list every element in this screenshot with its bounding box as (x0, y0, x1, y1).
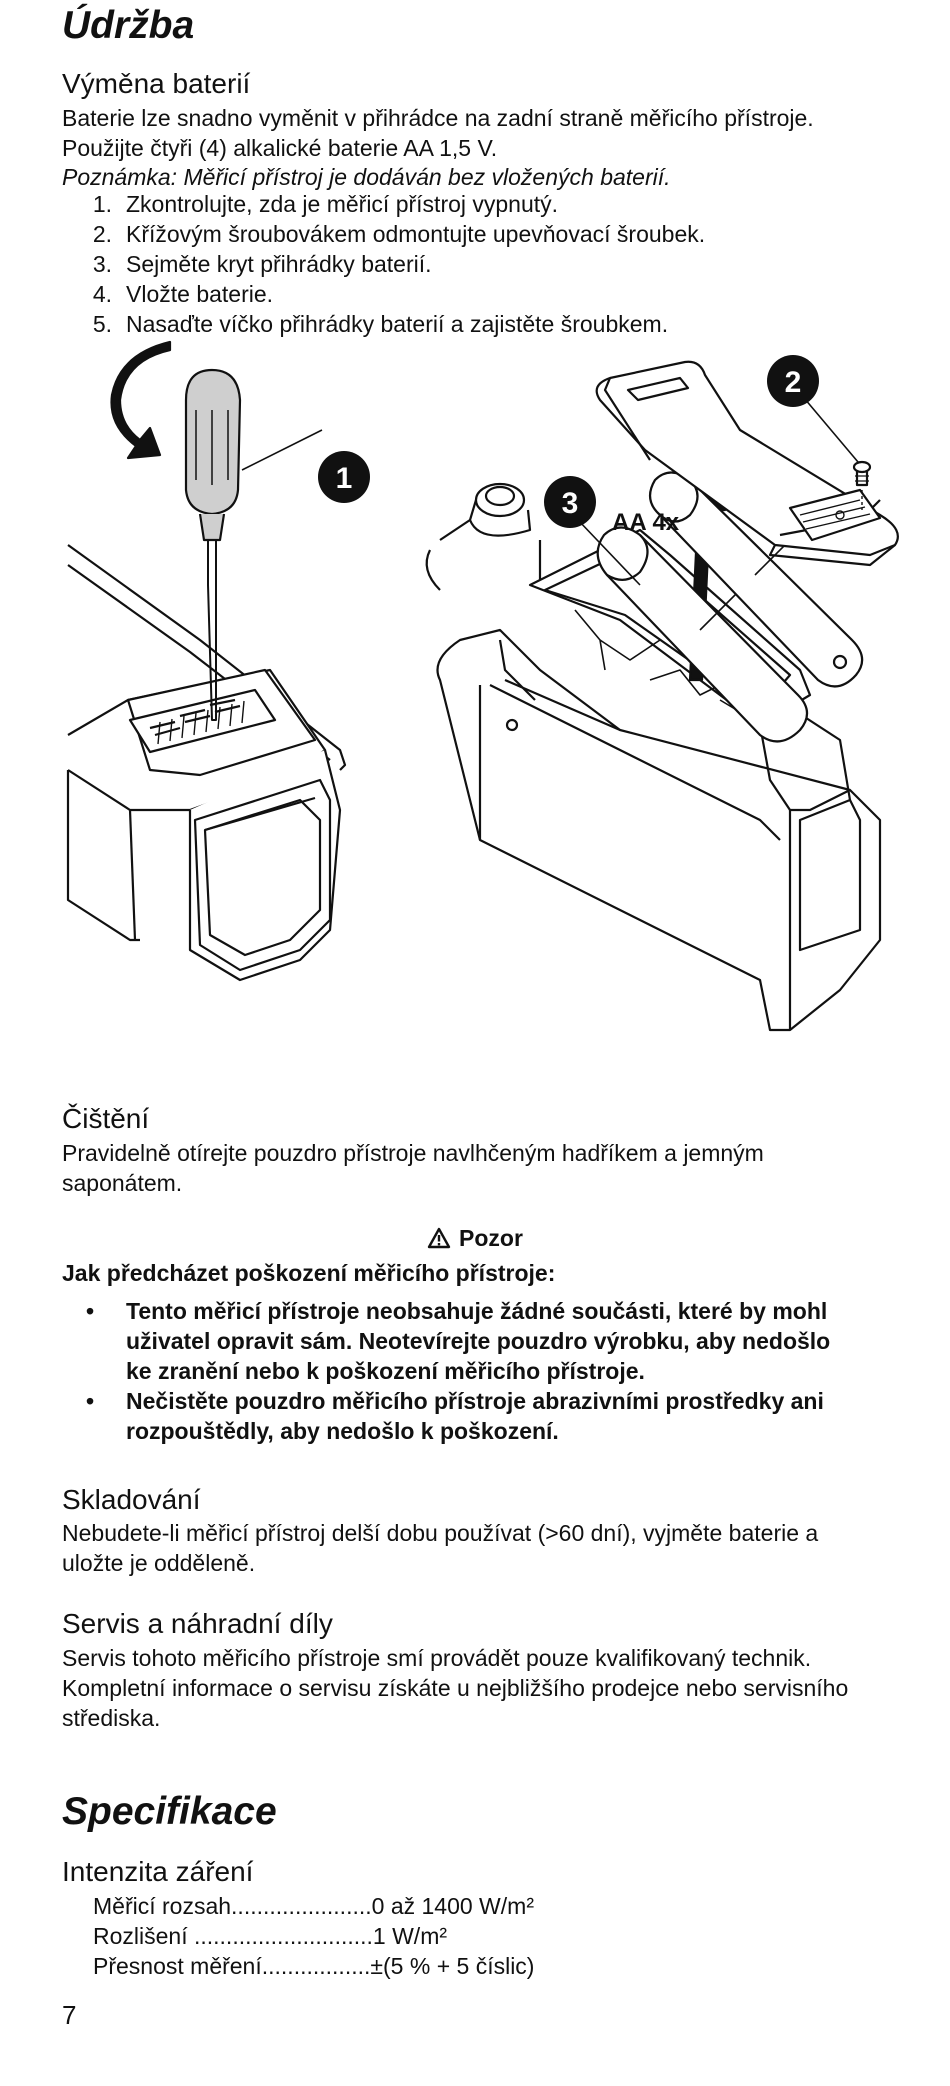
spec-leader-dots: ...................... (231, 1893, 372, 1919)
spec-leader-dots: ................. (261, 1953, 371, 1979)
heading-storage: Skladování (62, 1484, 201, 1515)
callout-1 (318, 451, 370, 503)
bullet-text (126, 1296, 830, 1386)
list-item (62, 249, 705, 279)
list-item (62, 309, 705, 339)
battery-intro-line2: Použijte čtyři (4) alkalické baterie AA 1,5 V. (62, 135, 498, 161)
caution-lead: Jak předcházet poškození měřicího přístroje: (62, 1260, 556, 1286)
step-text: Vložte baterie. (126, 281, 274, 307)
battery-steps-list (62, 189, 705, 339)
cleaning-line2: saponátem. (62, 1170, 183, 1196)
section-title-specifications: Specifikace (62, 1790, 277, 1833)
list-item (62, 219, 705, 249)
list-item (62, 1296, 922, 1386)
caution-title (0, 1225, 950, 1252)
bullet-line: Tento měřicí přístroje neobsahuje žádné součásti, které by mohl (126, 1298, 828, 1324)
bullet: • (86, 1298, 95, 1324)
rotation-arrow (112, 342, 171, 458)
step-text: Zkontrolujte, zda je měřicí přístroj vypnutý. (126, 191, 559, 217)
bullet-line: uživatel opravit sám. Neotevírejte pouzdro výrobku, aby nedošlo (126, 1328, 831, 1354)
storage-line1: Nebudete-li měřicí přístroj delší dobu používat (>60 dní), vyjměte baterie a (62, 1520, 819, 1546)
step-number: 2. (92, 221, 112, 247)
callout-3 (544, 476, 596, 528)
warning-icon (427, 1227, 451, 1249)
storage-line2: uložte je odděleně. (62, 1550, 256, 1576)
step-number: 4. (92, 281, 112, 307)
spec-value: ±(5 % + 5 číslic) (370, 1953, 535, 1979)
list-item (62, 189, 705, 219)
spec-label: Rozlišení (93, 1923, 194, 1949)
screwdriver (186, 370, 240, 720)
bullet: • (86, 1388, 95, 1414)
heading-battery-replacement: Výměna baterií (62, 68, 251, 99)
list-item (62, 279, 705, 309)
spec-row (93, 1921, 447, 1951)
battery-replacement-illustration (0, 340, 950, 1040)
step-number: 5. (92, 311, 112, 337)
cleaning-line1: Pravidelně otírejte pouzdro přístroje navlhčeným hadříkem a jemným (62, 1140, 764, 1166)
battery-count-label: AA 4x (612, 509, 680, 536)
bullet-text (126, 1386, 824, 1446)
spec-row (93, 1891, 534, 1921)
heading-cleaning: Čištění (62, 1103, 150, 1134)
bullet-line: rozpouštědly, aby nedošlo k poškození. (126, 1418, 559, 1444)
spec-value: 0 až 1400 W/m² (371, 1893, 534, 1919)
spec-value: 1 W/m² (372, 1923, 448, 1949)
service-line2: Kompletní informace o servisu získáte u nejbližšího prodejce nebo servisního (62, 1675, 849, 1701)
battery-note: Poznámka: Měřicí přístroj je dodáván bez vložených baterií. (62, 164, 671, 190)
spec-label: Měřicí rozsah (93, 1893, 232, 1919)
step-number: 3. (92, 251, 112, 277)
spec-leader-dots: ............................ (193, 1923, 373, 1949)
heading-radiation-intensity: Intenzita záření (62, 1856, 254, 1887)
bullet-line: ke zranění nebo k poškození měřicího přístroje. (126, 1358, 645, 1384)
spec-row (93, 1951, 534, 1981)
svg-text:3: 3 (561, 487, 579, 520)
section-title-maintenance: Údržba (62, 4, 195, 47)
spec-label: Přesnost měření (93, 1953, 262, 1979)
callout-2 (767, 355, 819, 407)
step-text: Nasaďte víčko přihrádky baterií a zajistěte šroubkem. (126, 311, 669, 337)
battery-intro-line1: Baterie lze snadno vyměnit v přihrádce na zadní straně měřicího přístroje. (62, 105, 814, 131)
page-number: 7 (62, 2000, 77, 2030)
service-line1: Servis tohoto měřicího přístroje smí provádět pouze kvalifikovaný technik. (62, 1645, 812, 1671)
list-item (62, 1386, 922, 1446)
bullet-line: Nečistěte pouzdro měřicího přístroje abrazivními prostředky ani (126, 1388, 824, 1414)
caution-list (62, 1296, 922, 1446)
svg-text:2: 2 (784, 366, 802, 399)
step-number: 1. (92, 191, 112, 217)
heading-service: Servis a náhradní díly (62, 1608, 333, 1639)
service-line3: střediska. (62, 1705, 161, 1731)
svg-text:1: 1 (335, 462, 353, 495)
meter-back-left (68, 545, 345, 980)
step-text: Sejměte kryt přihrádky baterií. (126, 251, 432, 277)
step-text: Křížovým šroubovákem odmontujte upevňovací šroubek. (126, 221, 706, 247)
caution-title-text: Pozor (459, 1225, 523, 1251)
